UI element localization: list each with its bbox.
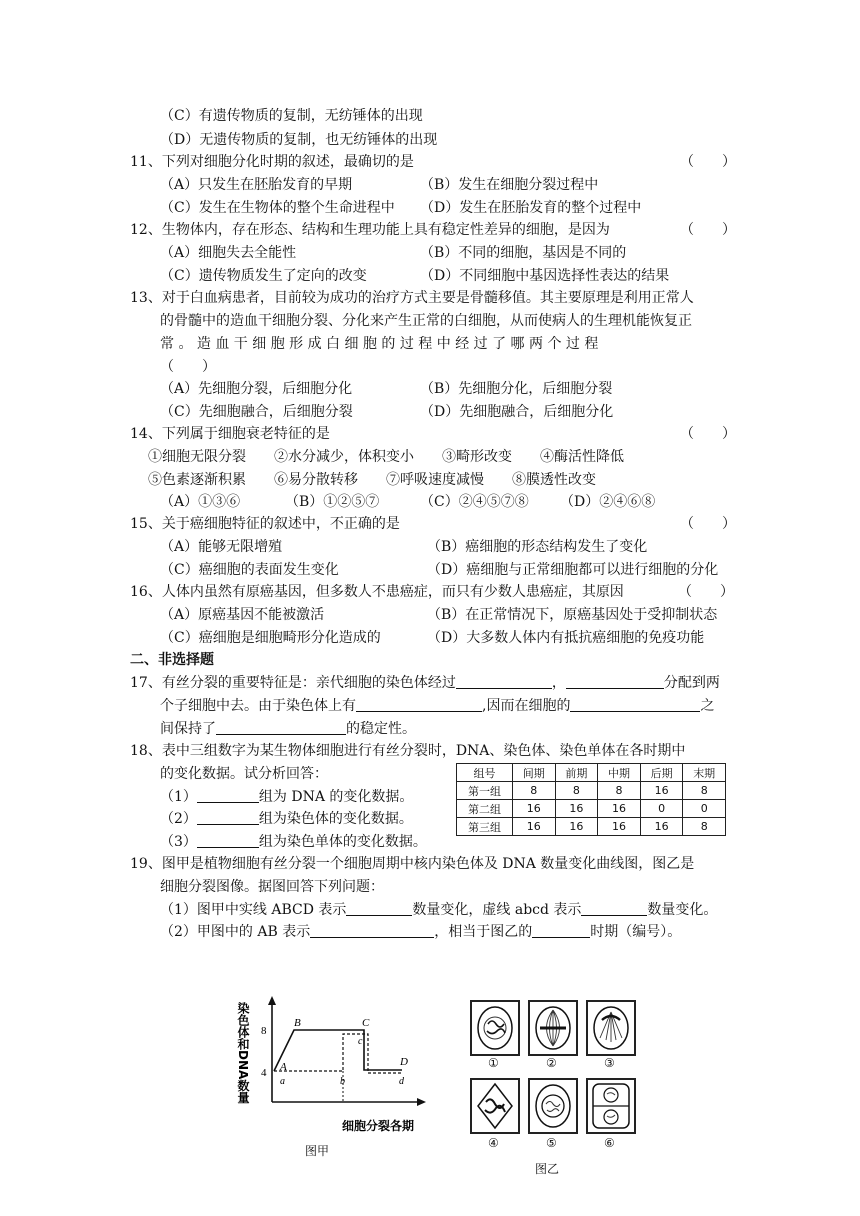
- table-cell: 16: [598, 818, 641, 836]
- q14-option-a: （A）①③⑥: [160, 494, 241, 510]
- q14-option-d: （D）②④⑥⑧: [560, 494, 656, 510]
- q18-blank-2[interactable]: [197, 810, 259, 825]
- x-axis-label: 细胞分裂各期: [342, 1119, 415, 1133]
- cell-drawing: [588, 1002, 634, 1054]
- table-cell: 16: [555, 800, 598, 818]
- q12-stem: 12、生物体内，存在形态、结构和生理功能上具有稳定性差异的细胞，是因为: [130, 222, 610, 238]
- cell-drawing: [530, 1002, 576, 1054]
- cell-number-4: ④: [488, 1136, 499, 1150]
- q17-text-1: 17、有丝分裂的重要特征是：亲代细胞的染色体经过: [130, 675, 456, 691]
- y-axis-label: 染色体和DNA数量: [236, 1002, 250, 1104]
- q16-option-a: （A）原癌基因不能被激活: [160, 607, 325, 623]
- q18-sub-3: [160, 832, 427, 852]
- q17-text-6: 之: [700, 698, 715, 714]
- point-label-b: b: [340, 1076, 345, 1087]
- cell-drawing: [472, 1080, 518, 1132]
- table-cell: 16: [598, 800, 641, 818]
- q18-line-1: 18、表中三组数字为某生物体细胞进行有丝分裂时，DNA、染色体、染色单体在各时期中: [130, 743, 686, 759]
- figure-b-caption: 图乙: [535, 1162, 560, 1176]
- q14-items-row-1: ①细胞无限分裂 ②水分减少，体积变小 ③畸形改变 ④酶活性降低: [148, 449, 624, 465]
- q18-sub-2-text: 组为染色体的变化数据。: [258, 811, 413, 827]
- q17-line-3: [160, 719, 416, 739]
- q13-line-3: 常 。 造 血 干 细 胞 形 成 白 细 胞 的 过 程 中 经 过 了 哪 两 个 过 程: [160, 336, 599, 352]
- q17-blank-3[interactable]: [356, 697, 482, 712]
- table-cell: 16: [640, 782, 683, 800]
- q17-blank-4[interactable]: [570, 697, 700, 712]
- q10-option-d: （D）无遗传物质的复制，也无纺锤体的出现: [160, 132, 438, 148]
- point-label-d: d: [399, 1076, 404, 1087]
- q15-option-c: （C）癌细胞的表面发生变化: [160, 562, 339, 578]
- q14-stem: 14、下列属于细胞衰老特征的是: [130, 426, 330, 442]
- q14-option-c: （C）②④⑤⑦⑧: [420, 494, 529, 510]
- q11-option-a: （A）只发生在胚胎发育的早期: [160, 177, 353, 193]
- cell-number-5: ⑤: [546, 1136, 557, 1150]
- point-label-D: D: [400, 1056, 408, 1068]
- q17-line-2: [160, 696, 714, 716]
- point-label-a: a: [280, 1076, 285, 1087]
- cell-drawing: [472, 1002, 518, 1054]
- cell-image-5: [528, 1078, 578, 1134]
- q14-answer-paren[interactable]: （ ）: [680, 426, 736, 442]
- table-header-cell: 组号: [457, 764, 513, 782]
- cell-drawing: [588, 1080, 634, 1132]
- cell-image-3: [586, 1000, 636, 1056]
- cell-number-6: ⑥: [604, 1136, 615, 1150]
- q19-sub-2-text-b: ，相当于图乙的: [434, 924, 533, 940]
- q16-option-d: （D）大多数人体内有抵抗癌细胞的免疫功能: [427, 630, 705, 646]
- table-cell: 8: [598, 782, 641, 800]
- q14-option-b: （B）①②⑤⑦: [285, 494, 380, 510]
- point-label-B: B: [294, 1017, 301, 1029]
- q13-option-b: （B）先细胞分化，后细胞分裂: [420, 381, 613, 397]
- table-cell: 8: [513, 782, 556, 800]
- q17-text-8: 的稳定性。: [346, 721, 416, 737]
- tick-label-8: 8: [261, 1025, 267, 1037]
- q12-answer-paren[interactable]: （ ）: [680, 222, 736, 238]
- q16-option-b: （B）在正常情况下，原癌基因处于受抑制状态: [427, 607, 718, 623]
- q17-text-5: ,因而在细胞的: [482, 698, 571, 714]
- q17-blank-2[interactable]: [566, 674, 664, 689]
- cell-number-1: ①: [488, 1056, 499, 1070]
- q19-line-1: 19、图甲是植物细胞有丝分裂一个细胞周期中核内染色体及 DNA 数量变化曲线图，图乙是: [130, 856, 695, 872]
- q19-sub-2-text-a: （2）甲图中的 AB 表示: [160, 924, 311, 940]
- cell-number-3: ③: [604, 1056, 615, 1070]
- q18-blank-1[interactable]: [197, 788, 259, 803]
- q19-blank-4[interactable]: [532, 923, 590, 938]
- q11-option-d: （D）发生在胚胎发育的整个过程中: [420, 200, 642, 216]
- figure-a-caption: 图甲: [305, 1144, 330, 1158]
- q18-sub-1-label: （1）: [160, 789, 197, 805]
- q15-option-a: （A）能够无限增殖: [160, 539, 283, 555]
- q18-sub-2-label: （2）: [160, 811, 197, 827]
- q15-answer-paren[interactable]: （ ）: [680, 516, 736, 532]
- dashed-line-abcd: [274, 1034, 402, 1073]
- cell-number-2: ②: [546, 1056, 557, 1070]
- q19-sub-2-text-c: 时期（编号）。: [590, 924, 682, 940]
- table-cell: 第三组: [457, 818, 513, 836]
- q17-text-3: 分配到两: [663, 675, 720, 691]
- x-axis-arrow-icon: [417, 1098, 426, 1106]
- q10-option-c: （C）有遗传物质的复制，无纺锤体的出现: [160, 108, 423, 124]
- table-row: [457, 782, 726, 800]
- table-cell: 第二组: [457, 800, 513, 818]
- q17-line-1: [130, 673, 720, 693]
- q18-sub-1: [160, 787, 413, 807]
- table-cell: 8: [683, 818, 726, 836]
- q13-line-1: 13、对于白血病患者，目前较为成功的治疗方式主要是骨髓移值。其主要原理是利用正常人: [130, 290, 694, 306]
- q19-blank-1[interactable]: [346, 901, 412, 916]
- q17-text-7: 间保持了: [160, 721, 216, 737]
- q19-blank-2[interactable]: [581, 901, 647, 916]
- q11-answer-paren[interactable]: （ ）: [680, 154, 736, 170]
- table-cell: 0: [683, 800, 726, 818]
- q16-stem: 16、人体内虽然有原癌基因，但多数人不患癌症，而只有少数人患癌症，其原因: [130, 584, 624, 600]
- q15-option-b: （B）癌细胞的形态结构发生了变化: [427, 539, 648, 555]
- cell-image-2: [528, 1000, 578, 1056]
- q19-sub-1: [160, 900, 717, 920]
- cell-image-4: [470, 1078, 520, 1134]
- y-axis-arrow-icon: [268, 996, 276, 1005]
- table-cell: 8: [683, 782, 726, 800]
- q11-option-c: （C）发生在生物体的整个生命进程中: [160, 200, 395, 216]
- table-header-row: [457, 764, 726, 782]
- q12-option-c: （C）遗传物质发生了定向的改变: [160, 268, 367, 284]
- q18-line-2: 的变化数据。试分析回答：: [160, 766, 328, 782]
- q19-sub-1-text-a: （1）图甲中实线 ABCD 表示: [160, 902, 347, 918]
- q11-option-b: （B）发生在细胞分裂过程中: [420, 177, 599, 193]
- table-cell: 16: [555, 818, 598, 836]
- solid-line-ABCD: [274, 1030, 402, 1071]
- q13-line-2: 的骨髓中的造血干细胞分裂、分化来产生正常的白细胞，从而使病人的生理机能恢复正: [160, 313, 692, 329]
- table-header-cell: 前期: [555, 764, 598, 782]
- q13-option-a: （A）先细胞分裂，后细胞分化: [160, 381, 353, 397]
- table-row: [457, 818, 726, 836]
- table-cell: 16: [513, 818, 556, 836]
- table-header-cell: 中期: [598, 764, 641, 782]
- tick-label-4: 4: [261, 1067, 267, 1079]
- q14-items-row-2: ⑤色素逐渐积累 ⑥易分散转移 ⑦呼吸速度减慢 ⑧膜透性改变: [148, 472, 596, 488]
- q18-sub-1-text: 组为 DNA 的变化数据。: [258, 789, 414, 805]
- cell-image-6: [586, 1078, 636, 1134]
- q16-answer-paren[interactable]: （ ）: [678, 584, 734, 600]
- q15-stem: 15、关于癌细胞特征的叙述中，不正确的是: [130, 516, 400, 532]
- q16-option-c: （C）癌细胞是细胞畸形分化造成的: [160, 630, 381, 646]
- table-cell: 16: [513, 800, 556, 818]
- table-row: [457, 800, 726, 818]
- q18-sub-3-text: 组为染色单体的变化数据。: [258, 834, 427, 850]
- q13-option-d: （D）先细胞融合，后细胞分化: [420, 404, 614, 420]
- q12-option-a: （A）细胞失去全能性: [160, 245, 297, 261]
- q19-line-2: 细胞分裂图像。据图回答下列问题：: [160, 879, 384, 895]
- table-cell: 第一组: [457, 782, 513, 800]
- q18-blank-3[interactable]: [197, 833, 259, 848]
- section-heading: 二、非选择题: [130, 652, 214, 668]
- point-label-A: A: [280, 1061, 287, 1073]
- table-cell: 16: [640, 818, 683, 836]
- q18-sub-2: [160, 809, 413, 829]
- q18-data-table: [456, 763, 726, 836]
- q19-sub-2: [160, 922, 681, 942]
- point-label-C: C: [362, 1017, 370, 1029]
- table-cell: 0: [640, 800, 683, 818]
- figure-a-graph: [230, 992, 440, 1142]
- q17-text-2: ，: [551, 675, 566, 691]
- q13-answer-paren[interactable]: （ ）: [160, 359, 216, 375]
- cell-drawing: [530, 1080, 576, 1132]
- q17-blank-1[interactable]: [456, 674, 552, 689]
- q18-sub-3-label: （3）: [160, 834, 197, 850]
- table-header-cell: 末期: [683, 764, 726, 782]
- point-label-c: c: [358, 1036, 363, 1047]
- table-header-cell: 间期: [513, 764, 556, 782]
- q13-option-c: （C）先细胞融合，后细胞分裂: [160, 404, 353, 420]
- q12-option-d: （D）不同细胞中基因选择性表达的结果: [420, 268, 670, 284]
- q17-text-4: 个子细胞中去。由于染色体上有: [160, 698, 356, 714]
- q11-stem: 11、下列对细胞分化时期的叙述，最确切的是: [130, 154, 414, 170]
- q19-sub-1-text-b: 数量变化，虚线 abcd 表示: [412, 902, 582, 918]
- q12-option-b: （B）不同的细胞，基因是不同的: [420, 245, 627, 261]
- q19-sub-1-text-c: 数量变化。: [647, 902, 718, 918]
- table-cell: 8: [555, 782, 598, 800]
- q15-option-d: （D）癌细胞与正常细胞都可以进行细胞的分化: [427, 562, 719, 578]
- q19-blank-3[interactable]: [310, 923, 434, 938]
- q17-blank-5[interactable]: [216, 720, 346, 735]
- table-header-cell: 后期: [640, 764, 683, 782]
- cell-image-1: [470, 1000, 520, 1056]
